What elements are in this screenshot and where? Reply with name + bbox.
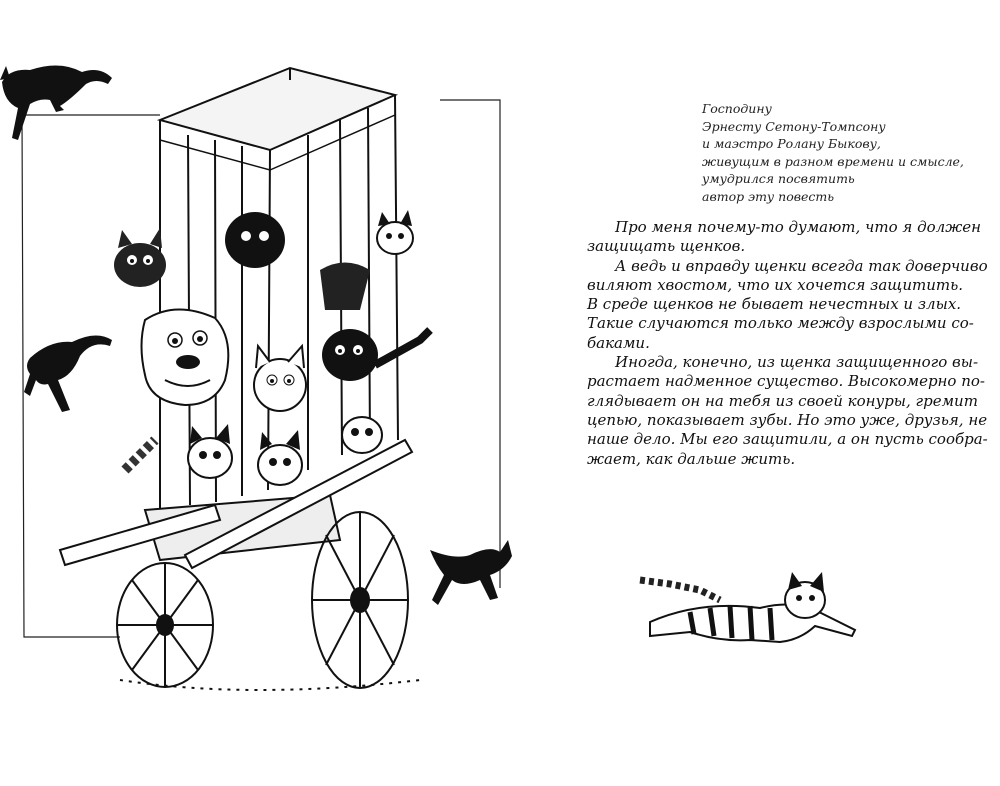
striped-cat-icon [640, 572, 855, 642]
paragraph-line: жает, как дальше жить. [587, 449, 796, 468]
paragraph-line: глядывает он на тебя из своей конуры, гремит [587, 391, 978, 410]
paragraph-line: В среде щенков не бывает нечестных и злых. [587, 295, 962, 314]
paragraph-line: Про меня почему-то думают, что я должен [615, 218, 982, 236]
paragraph-line: А ведь и вправду щенки всегда так доверчиво [615, 256, 988, 275]
paragraph-line: цепью, показывает зубы. Но это уже, друзья, не [587, 410, 988, 429]
body-text [587, 218, 988, 469]
dedication-line: умудрился посвятить [702, 171, 855, 186]
black-cat-top-left-icon [0, 65, 112, 140]
dedication-line: автор эту повесть [702, 188, 835, 204]
cart [60, 440, 420, 690]
dedication-line: живущим в разном времени и смысле, [702, 153, 964, 169]
cats-in-cage [114, 210, 430, 485]
paragraph-line: растает надменное существо. Высокомерно по- [587, 372, 985, 391]
paragraph-line: виляют хвостом, что их хочется защитить. [587, 275, 964, 294]
paragraph-line: наше дело. Мы его защитили, а он пусть сообра- [587, 430, 988, 449]
paragraph-line: Такие случаются только между взрослыми со- [587, 314, 974, 333]
paragraph-line: защищать щенков. [587, 237, 746, 256]
dedication-line: Эрнесту Сетону-Томпсону [702, 118, 886, 134]
cage-cart-illustration [0, 40, 560, 730]
dedication-line: и маэстро Ролану Быкову, [702, 136, 881, 151]
running-striped-cat-illustration [630, 560, 870, 680]
paragraph-line: баками. [587, 333, 650, 352]
paragraph-line: Иногда, конечно, из щенка защищенного вы- [615, 353, 979, 372]
dedication-line: Господину [702, 101, 772, 116]
dedication-block [702, 100, 982, 205]
black-cat-leaping-icon [24, 335, 112, 412]
